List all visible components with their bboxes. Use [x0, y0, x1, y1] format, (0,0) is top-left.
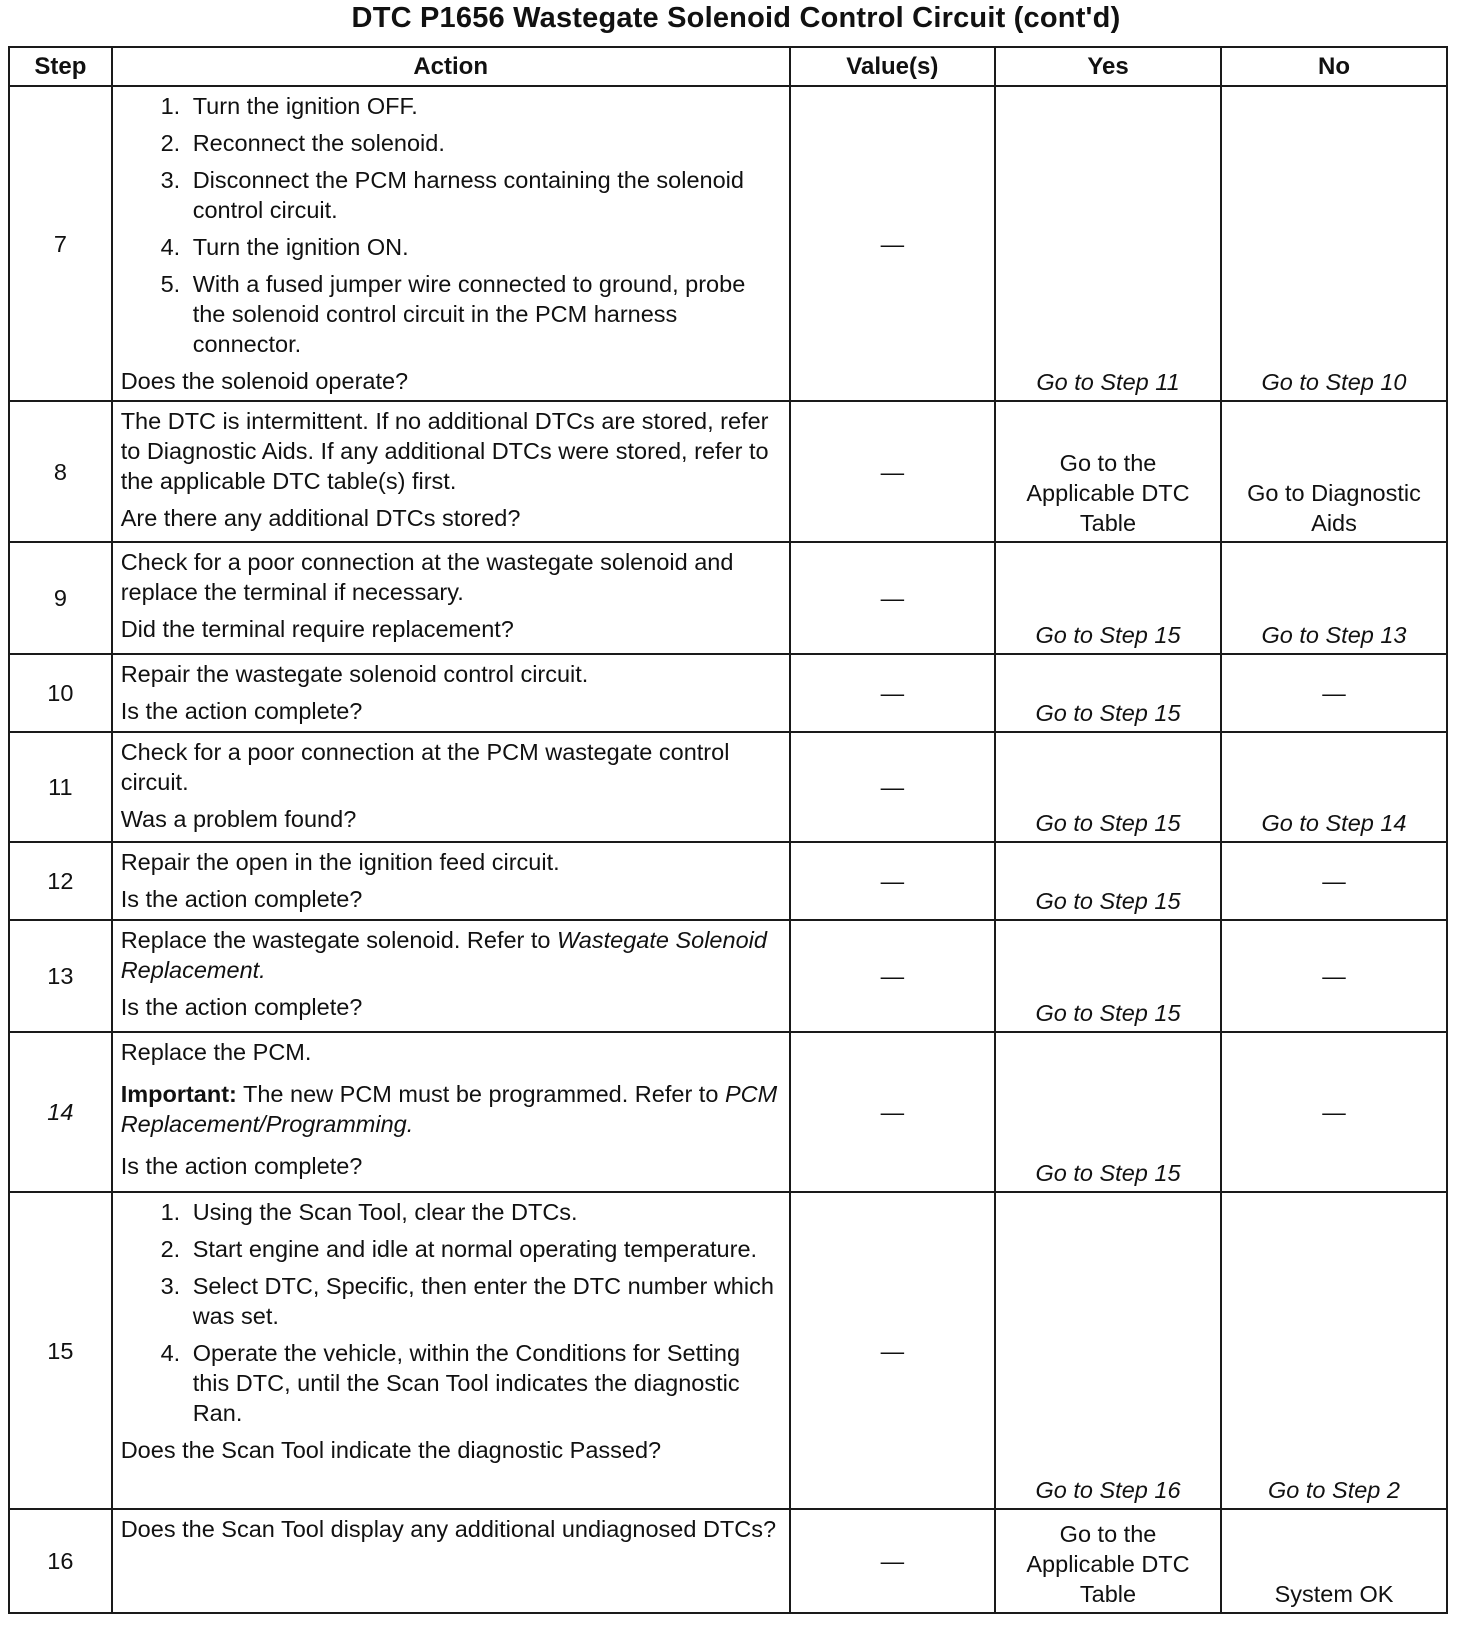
- list-item: 3. Select DTC, Specific, then enter the DTC number which was set.: [187, 1271, 781, 1331]
- header-row: [9, 47, 1447, 86]
- action-question: Did the terminal require replacement?: [120, 616, 514, 642]
- value-cell: —: [790, 1192, 995, 1509]
- value-cell: —: [790, 401, 995, 542]
- step-number: 11: [9, 732, 112, 842]
- list-item: 2. Reconnect the solenoid.: [187, 128, 781, 158]
- step-number: 10: [9, 654, 112, 732]
- yes-cell: Go to Step 15: [995, 654, 1221, 732]
- list-item: 5. With a fused jumper wire connected to ground, probe the solenoid control circuit in the PCM harness connector.: [187, 269, 781, 359]
- list-item: 3. Disconnect the PCM harness containing the solenoid control circuit.: [187, 165, 781, 225]
- yes-cell: Go to the Applicable DTC Table: [995, 401, 1221, 542]
- yes-cell: Go to Step 15: [995, 1032, 1221, 1192]
- action-question: Is the action complete?: [120, 994, 363, 1020]
- action-text: Repair the wastegate solenoid control circuit.: [120, 661, 589, 687]
- action-question: Was a problem found?: [120, 806, 357, 832]
- table-row: [9, 542, 1447, 654]
- no-cell: Go to Step 14: [1221, 732, 1447, 842]
- value-cell: —: [790, 86, 995, 401]
- no-cell: System OK: [1221, 1509, 1447, 1613]
- important-note: [121, 1079, 781, 1139]
- action-text: Replace the PCM.: [120, 1039, 312, 1065]
- table-row: [9, 401, 1447, 542]
- yes-cell: Go to Step 16: [995, 1192, 1221, 1509]
- step-number: 12: [9, 842, 112, 920]
- action-cell: [112, 654, 790, 732]
- table-row: [9, 86, 1447, 401]
- no-cell: —: [1221, 842, 1447, 920]
- table-row: [9, 1192, 1447, 1509]
- action-cell: [112, 842, 790, 920]
- step-number: 8: [9, 401, 112, 542]
- action-question: Is the action complete?: [120, 1153, 363, 1179]
- action-cell: [112, 1032, 790, 1192]
- value-cell: —: [790, 732, 995, 842]
- value-cell: —: [790, 1032, 995, 1192]
- step-number: 9: [9, 542, 112, 654]
- no-cell: —: [1221, 920, 1447, 1032]
- action-text: Check for a poor connection at the wastegate solenoid and replace the terminal if necessary.: [120, 549, 734, 605]
- action-question: Is the action complete?: [120, 698, 363, 724]
- no-cell: Go to Diagnostic Aids: [1221, 401, 1447, 542]
- page-title: DTC P1656 Wastegate Solenoid Control Circuit (cont'd): [351, 2, 1121, 34]
- list-item: 1. Turn the ignition OFF.: [187, 91, 781, 121]
- yes-cell: Go to Step 15: [995, 542, 1221, 654]
- no-cell: Go to Step 13: [1221, 542, 1447, 654]
- value-cell: —: [790, 842, 995, 920]
- table-row: [9, 732, 1447, 842]
- important-label: Important:: [120, 1081, 237, 1107]
- step-number: 13: [9, 920, 112, 1032]
- action-question: Does the Scan Tool display any additional undiagnosed DTCs?: [120, 1516, 777, 1542]
- step-number: 15: [9, 1192, 112, 1509]
- value-cell: —: [790, 920, 995, 1032]
- action-cell: [112, 401, 790, 542]
- yes-cell: Go to Step 15: [995, 842, 1221, 920]
- action-text: [121, 925, 781, 985]
- action-question: Does the solenoid operate?: [120, 368, 409, 394]
- action-question: Is the action complete?: [120, 886, 363, 912]
- reference-link[interactable]: Wastegate Solenoid Replacement.: [120, 927, 767, 983]
- action-steps-list: [121, 91, 781, 359]
- yes-cell: Go to Step 11: [995, 86, 1221, 401]
- action-cell: [112, 86, 790, 401]
- list-item: 4. Turn the ignition ON.: [187, 232, 781, 262]
- action-cell: [112, 1509, 790, 1613]
- header-action: Action: [112, 47, 790, 86]
- step-number: 16: [9, 1509, 112, 1613]
- action-text-main: Replace the wastegate solenoid. Refer to: [120, 927, 551, 953]
- step-number: 7: [9, 86, 112, 401]
- no-cell: —: [1221, 1032, 1447, 1192]
- action-cell: [112, 1192, 790, 1509]
- yes-cell: Go to Step 15: [995, 732, 1221, 842]
- action-steps-list: [121, 1197, 781, 1428]
- important-text: The new PCM must be programmed. Refer to: [243, 1081, 719, 1107]
- action-question: Does the Scan Tool indicate the diagnostic Passed?: [120, 1437, 662, 1463]
- value-cell: —: [790, 654, 995, 732]
- table-row: [9, 1509, 1447, 1613]
- table-row: [9, 654, 1447, 732]
- header-yes: Yes: [995, 47, 1221, 86]
- yes-cell: Go to the Applicable DTC Table: [995, 1509, 1221, 1613]
- header-values: Value(s): [790, 47, 995, 86]
- yes-cell: Go to Step 15: [995, 920, 1221, 1032]
- table-row: [9, 842, 1447, 920]
- value-cell: —: [790, 542, 995, 654]
- list-item: 2. Start engine and idle at normal operating temperature.: [187, 1234, 781, 1264]
- table-row: [9, 920, 1447, 1032]
- action-text: Check for a poor connection at the PCM wastegate control circuit.: [120, 739, 730, 795]
- action-question: Are there any additional DTCs stored?: [120, 505, 521, 531]
- no-cell: Go to Step 2: [1221, 1192, 1447, 1509]
- action-text: Repair the open in the ignition feed circuit.: [120, 849, 560, 875]
- dtc-table: [8, 46, 1448, 1614]
- no-cell: —: [1221, 654, 1447, 732]
- step-number: 14: [9, 1032, 112, 1192]
- action-text: The DTC is intermittent. If no additional DTCs are stored, refer to Diagnostic Aids. If any additional DTCs were stored, refer to the applicable DTC table(s) first.: [120, 408, 769, 494]
- header-no: No: [1221, 47, 1447, 86]
- action-cell: [112, 732, 790, 842]
- reference-link[interactable]: PCM Replacement/Programming.: [120, 1081, 778, 1137]
- action-cell: [112, 920, 790, 1032]
- header-step: Step: [9, 47, 112, 86]
- table-row: [9, 1032, 1447, 1192]
- no-cell: Go to Step 10: [1221, 86, 1447, 401]
- list-item: 1. Using the Scan Tool, clear the DTCs.: [187, 1197, 781, 1227]
- action-cell: [112, 542, 790, 654]
- list-item: 4. Operate the vehicle, within the Conditions for Setting this DTC, until the Scan Tool indicates the diagnostic Ran.: [187, 1338, 781, 1428]
- value-cell: —: [790, 1509, 995, 1613]
